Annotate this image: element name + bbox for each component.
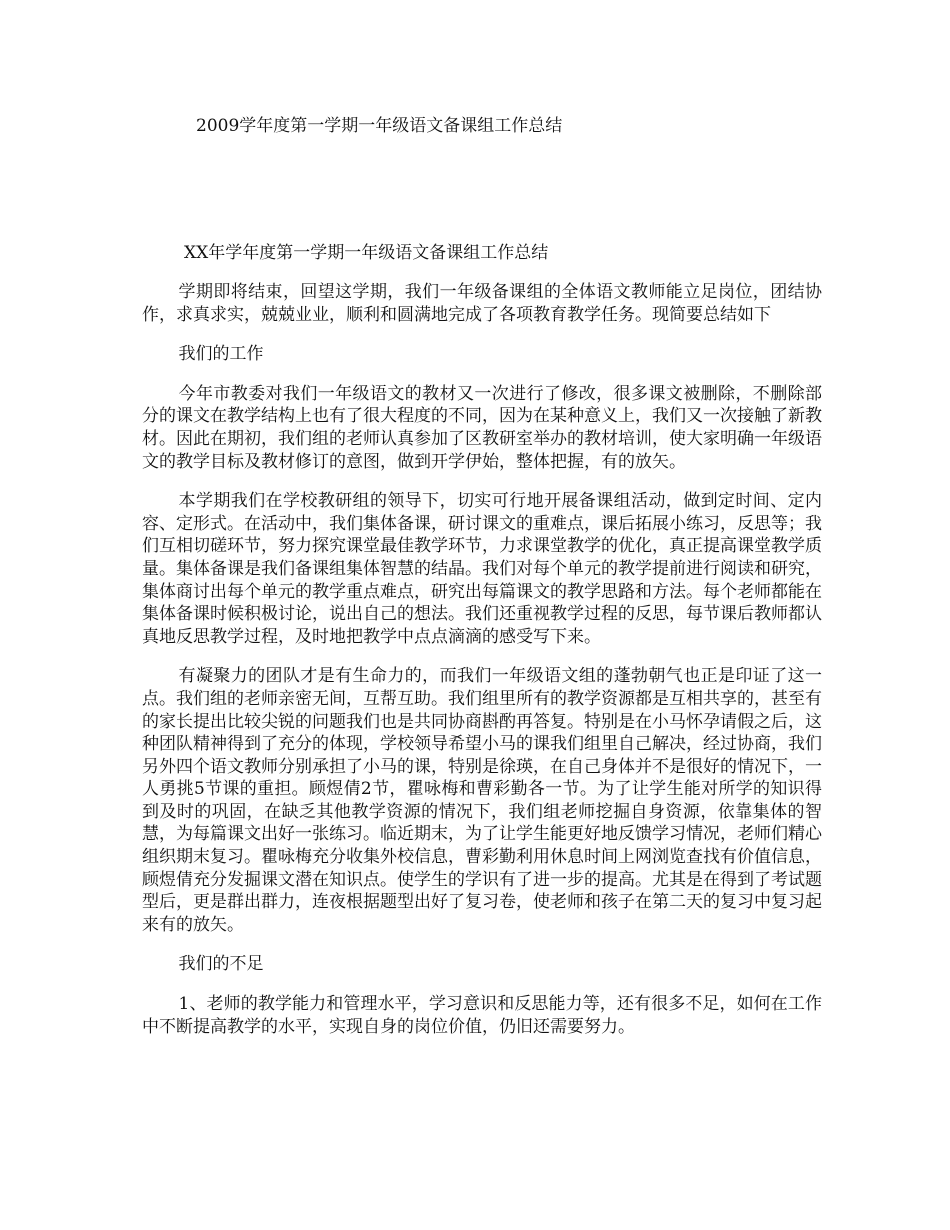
- document-body: [142, 281, 822, 1055]
- section-heading-work: 我们的工作: [178, 344, 264, 365]
- document-title: 2009学年度第一学期一年级语文备课组工作总结: [196, 116, 563, 136]
- intro-paragraph: 学期即将结束，回望这学期，我们一年级备课组的全体语文教师能立足岗位，团结协作，求真求实，兢兢业业，顺利和圆满地完成了各项教育教学任务。现简要总结如下: [142, 282, 822, 325]
- work-paragraph-lesson-prep: 本学期我们在学校教研组的领导下，切实可行地开展备课组活动，做到定时间、定内容、定形式。在活动中，我们集体备课，研讨课文的重难点，课后拓展小练习，反思等；我们互相切磋环节，努力探究课堂最佳教学环节，力求课堂教学的优化，真正提高课堂教学质量。集体备课是我们备课组集体智慧的结晶。我们对每个单元的教学提前进行阅读和研究，集体商讨出每个单元的教学重点难点，研究出每篇课文的教学思路和方法。每个老师都能在集体备课时候积极讨论，说出自己的想法。我们还重视教学过程的反思，每节课后教师都认真地反思教学过程，及时地把教学中点点滴滴的感受写下来。: [142, 491, 822, 647]
- work-paragraph-teamwork: 有凝聚力的团队才是有生命力的，而我们一年级语文组的蓬勃朝气也正是印证了这一点。我们组的老师亲密无间，互帮互助。我们组里所有的教学资源都是互相共享的，甚至有的家长提出比较尖锐的问题我们也是共同协商斟酌再答复。特别是在小马怀孕请假之后，这种团队精神得到了充分的体现，学校领导希望小马的课我们组里自己解决，经过协商，我们另外四个语文教师分别承担了小马的课，特别是徐瑛，在自己身体并不是很好的情况下，一人勇挑5节课的重担。顾煜倩2节，瞿咏梅和曹彩勤各一节。为了让学生能对所学的知识得到及时的巩固，在缺乏其他教学资源的情况下，我们组老师挖掘自身资源，依靠集体的智慧，为每篇课文出好一张练习。临近期末，为了让学生能更好地反馈学习情况，老师们精心组织期末复习。瞿咏梅充分收集外校信息，曹彩勤利用休息时间上网浏览查找有价值信息，顾煜倩充分发掘课文潜在知识点。使学生的学识有了进一步的提高。尤其是在得到了考试题型后，更是群出群力，连夜根据题型出好了复习卷，使老师和孩子在第二天的复习中复习起来有的放矢。: [142, 666, 822, 935]
- document-subtitle: XX年学年度第一学期一年级语文备课组工作总结: [184, 243, 549, 263]
- work-paragraph-textbook: 今年市教委对我们一年级语文的教材又一次进行了修改，很多课文被删除，不删除部分的课文在教学结构上也有了很大程度的不同，因为在某种意义上，我们又一次接触了新教材。因此在期初，我们组的老师认真参加了区教研室举办的教材培训，使大家明确一年级语文的教学目标及教材修订的意图，做到开学伊始，整体把握，有的放矢。: [142, 383, 822, 472]
- section-heading-shortcomings: 我们的不足: [178, 954, 264, 975]
- shortcoming-item-1: 1、老师的教学能力和管理水平，学习意识和反思能力等，还有很多不足，如何在工作中不断提高教学的水平，实现自身的岗位价值，仍旧还需要努力。: [142, 994, 822, 1037]
